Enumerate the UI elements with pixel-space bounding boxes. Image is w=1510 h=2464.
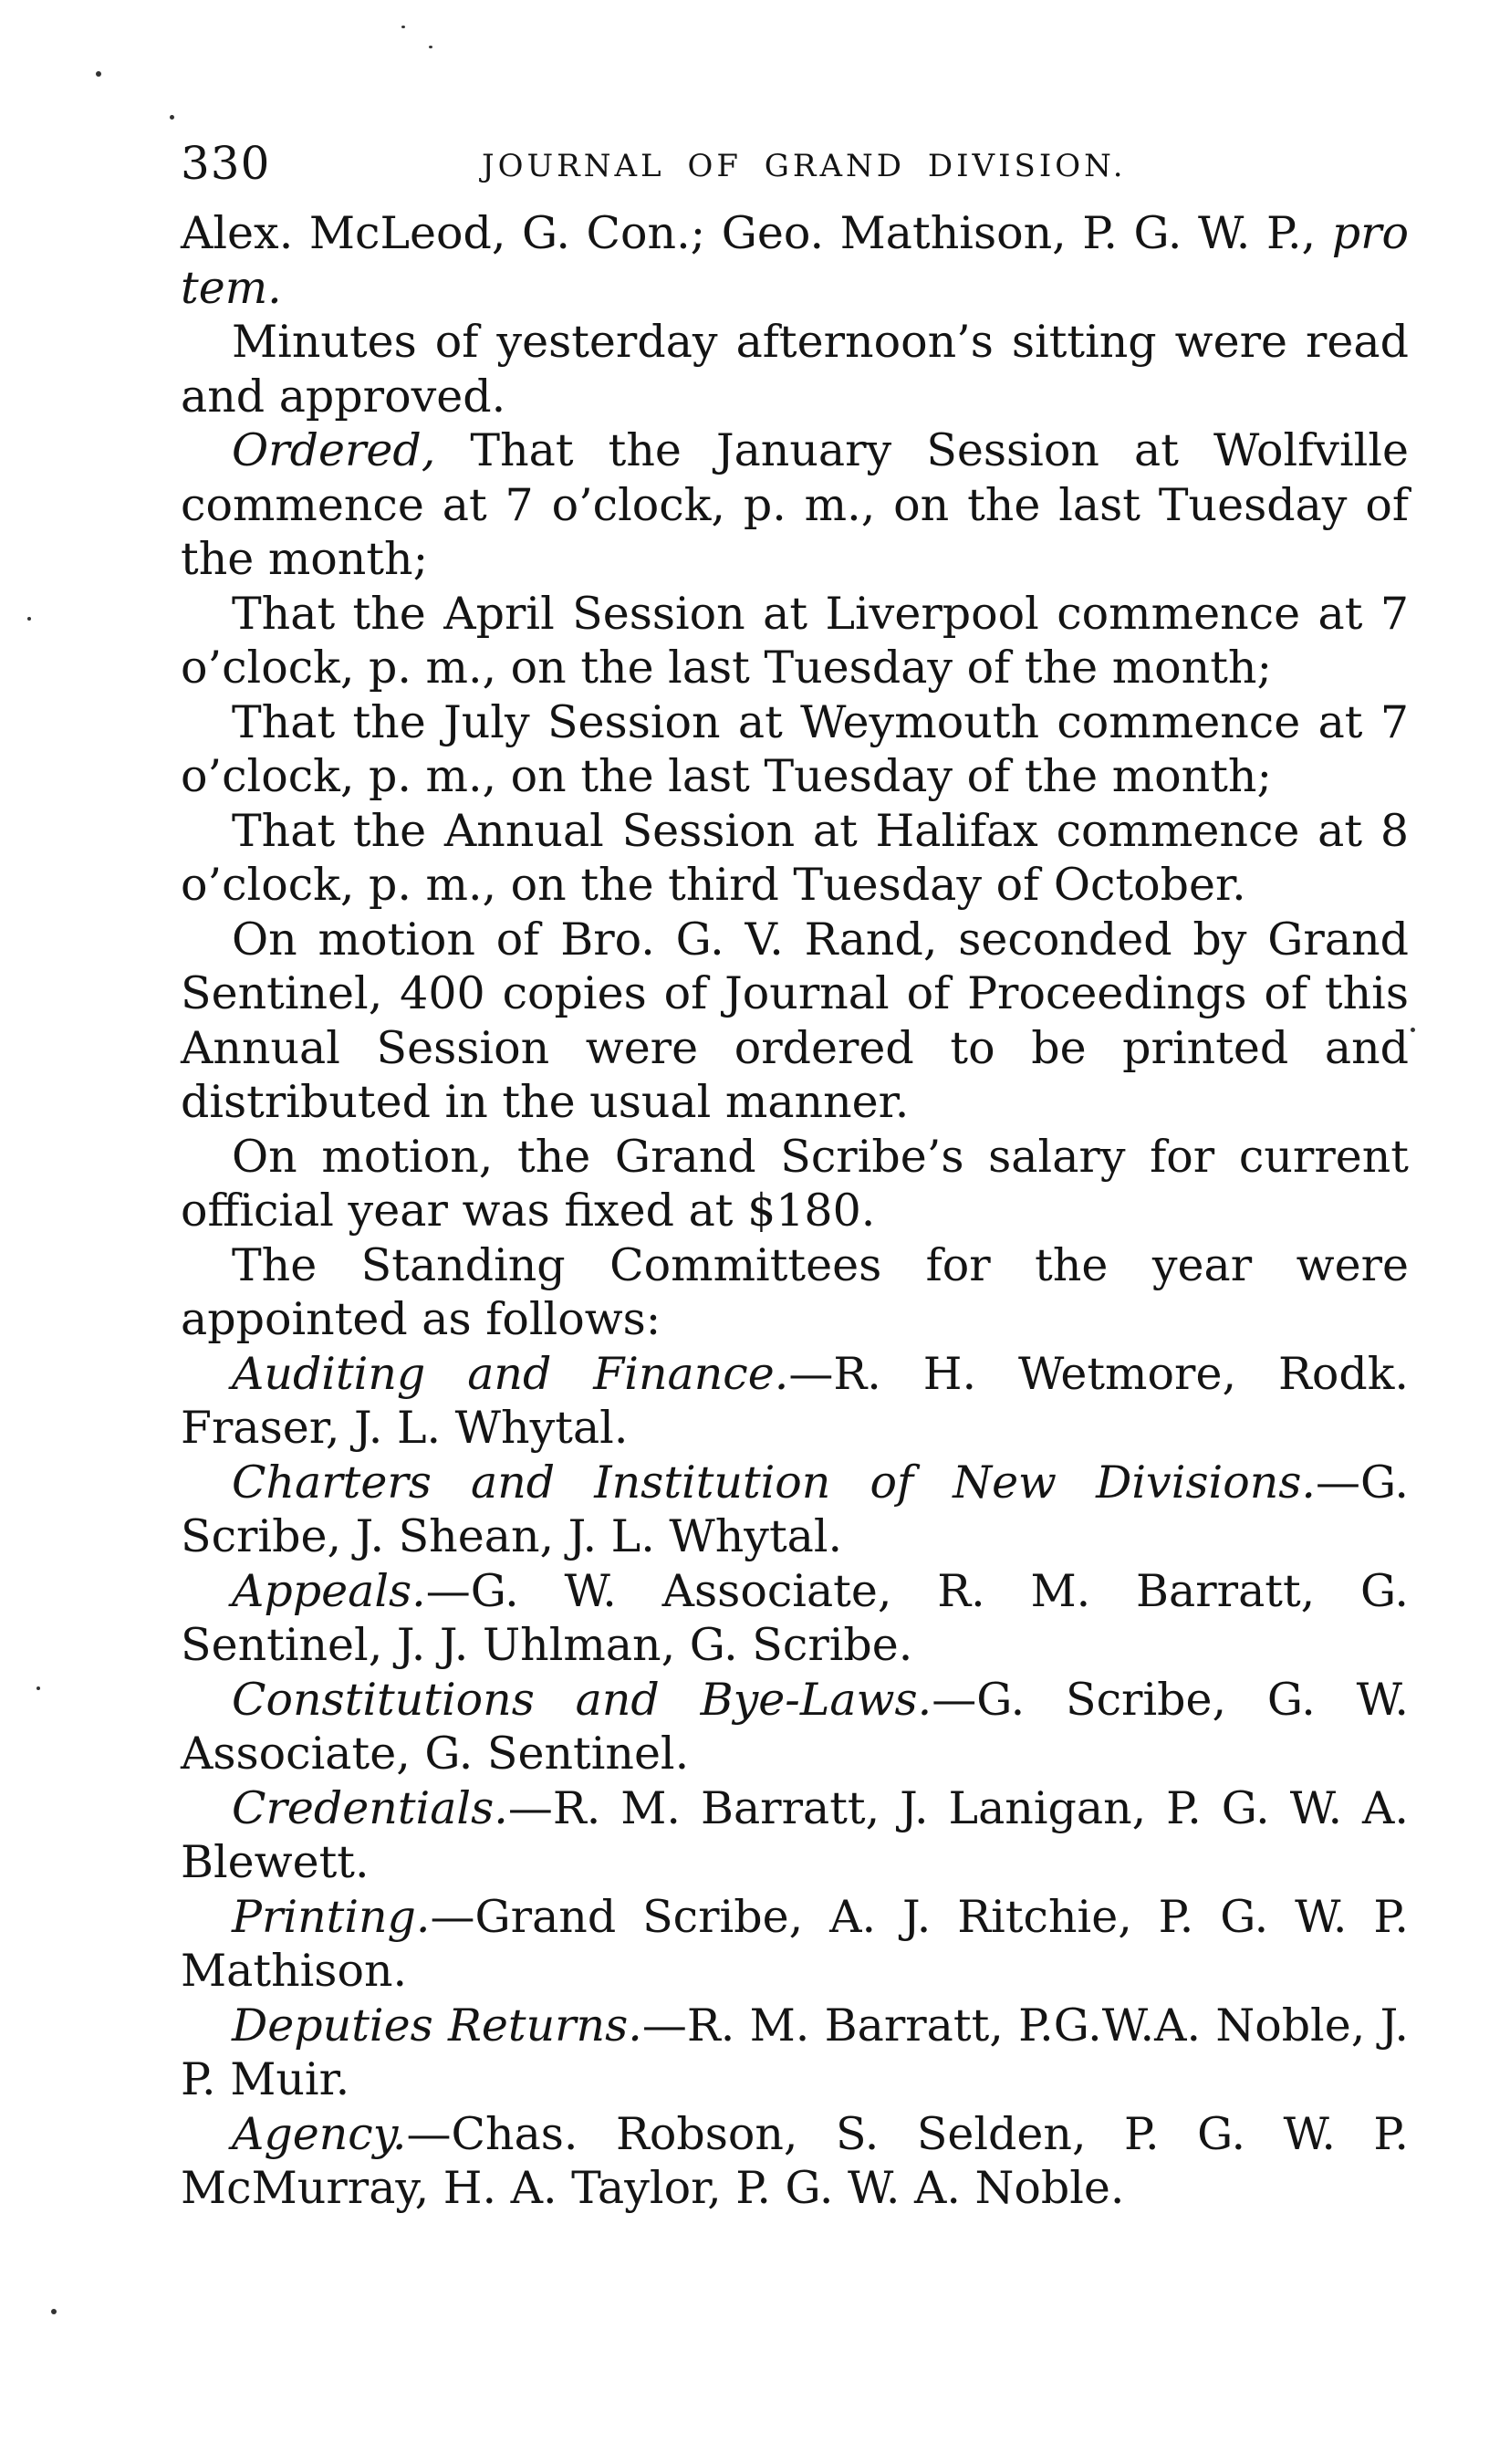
annual-session-paragraph: That the Annual Session at Halifax commence at 8 o’clock, p. m., on the third Tuesday of October. <box>181 804 1409 911</box>
page-number: 330 <box>181 137 271 190</box>
committee-members: —R. M. Barratt, P.G.W.A. Noble, J. P. Muir. <box>181 1999 1409 2105</box>
ordered-text: That the January Session at Wolfville commence at 7 o’clock, p. m., on the last Tuesday of the month; <box>181 424 1409 585</box>
committee-entry <box>181 1673 1409 1781</box>
minutes-paragraph: Minutes of yesterday afternoon’s sitting were read and approved. <box>181 316 1409 423</box>
committee-members: —Chas. Robson, S. Selden, P. G. W. P. McMurray, H. A. Taylor, P. G. W. A. Noble. <box>181 2107 1409 2214</box>
july-session-paragraph: That the July Session at Weymouth commence at 7 o’clock, p. m., on the last Tuesday of the month; <box>181 695 1409 802</box>
april-session-paragraph: That the April Session at Liverpool commence at 7 o’clock, p. m., on the last Tuesday of the month; <box>181 587 1409 694</box>
scan-speck <box>401 26 405 28</box>
committee-members: —G. W. Associate, R. M. Barratt, G. Sentinel, J. J. Uhlman, G. Scribe. <box>181 1564 1409 1671</box>
scan-speck <box>36 1686 40 1690</box>
scan-speck <box>1411 1028 1415 1032</box>
committee-entry <box>181 1564 1409 1673</box>
committee-members: —R. M. Barratt, J. Lanigan, P. G. W. A. Blewett. <box>181 1781 1409 1888</box>
standing-committees-intro: The Standing Committees for the year were appointed as follows: <box>181 1238 1409 1345</box>
committee-name: Appeals. <box>232 1564 426 1617</box>
continuation-paragraph <box>181 206 1409 315</box>
committee-members: —G. Scribe, G. W. Associate, G. Sentinel. <box>181 1673 1410 1780</box>
scan-speck <box>51 2309 57 2314</box>
committee-entry <box>181 1781 1409 1890</box>
committee-entry <box>181 1456 1409 1564</box>
committee-entry <box>181 1890 1409 1999</box>
scan-speck <box>170 115 174 120</box>
committee-entry <box>181 2107 1409 2216</box>
committee-entry <box>181 1347 1409 1456</box>
running-head: JOURNAL OF GRAND DIVISION. <box>482 148 1127 184</box>
committee-name: Auditing and Finance. <box>232 1347 789 1400</box>
committee-name: Charters and Institution of New Divisions. <box>232 1456 1317 1509</box>
ordered-paragraph <box>181 423 1409 587</box>
continuation-italic: pro tem. <box>181 207 1409 314</box>
committee-name: Printing. <box>232 1890 431 1943</box>
committee-name: Agency. <box>232 2107 407 2160</box>
scan-speck <box>429 46 432 48</box>
committee-members: —Grand Scribe, A. J. Ritchie, P. G. W. P. Mathison. <box>181 1890 1409 1997</box>
salary-motion-paragraph: On motion, the Grand Scribe’s salary for current official year was fixed at $180. <box>181 1130 1409 1237</box>
committee-members: —G. Scribe, J. Shean, J. L. Whytal. <box>181 1456 1409 1562</box>
ordered-label: Ordered, <box>232 424 436 476</box>
scan-speck <box>96 71 101 77</box>
committee-name: Constitutions and Bye-Laws. <box>232 1673 932 1726</box>
book-page <box>181 137 1409 2216</box>
continuation-text: Alex. McLeod, G. Con.; Geo. Mathison, P. G. W. P., <box>181 207 1332 259</box>
committee-name: Deputies Returns. <box>232 1999 642 2052</box>
committee-name: Credentials. <box>232 1781 508 1834</box>
committee-members: —R. H. Wetmore, Rodk. Fraser, J. L. Whytal. <box>181 1347 1409 1454</box>
page-header <box>181 137 1409 195</box>
page-body <box>181 206 1409 2216</box>
committee-entry <box>181 1999 1409 2107</box>
printing-motion-paragraph: On motion of Bro. G. V. Rand, seconded by Grand Sentinel, 400 copies of Journal of Proceedings of this Annual Session were ordered to be printed and distributed in the usual manner. <box>181 913 1409 1128</box>
scan-speck <box>27 617 31 621</box>
